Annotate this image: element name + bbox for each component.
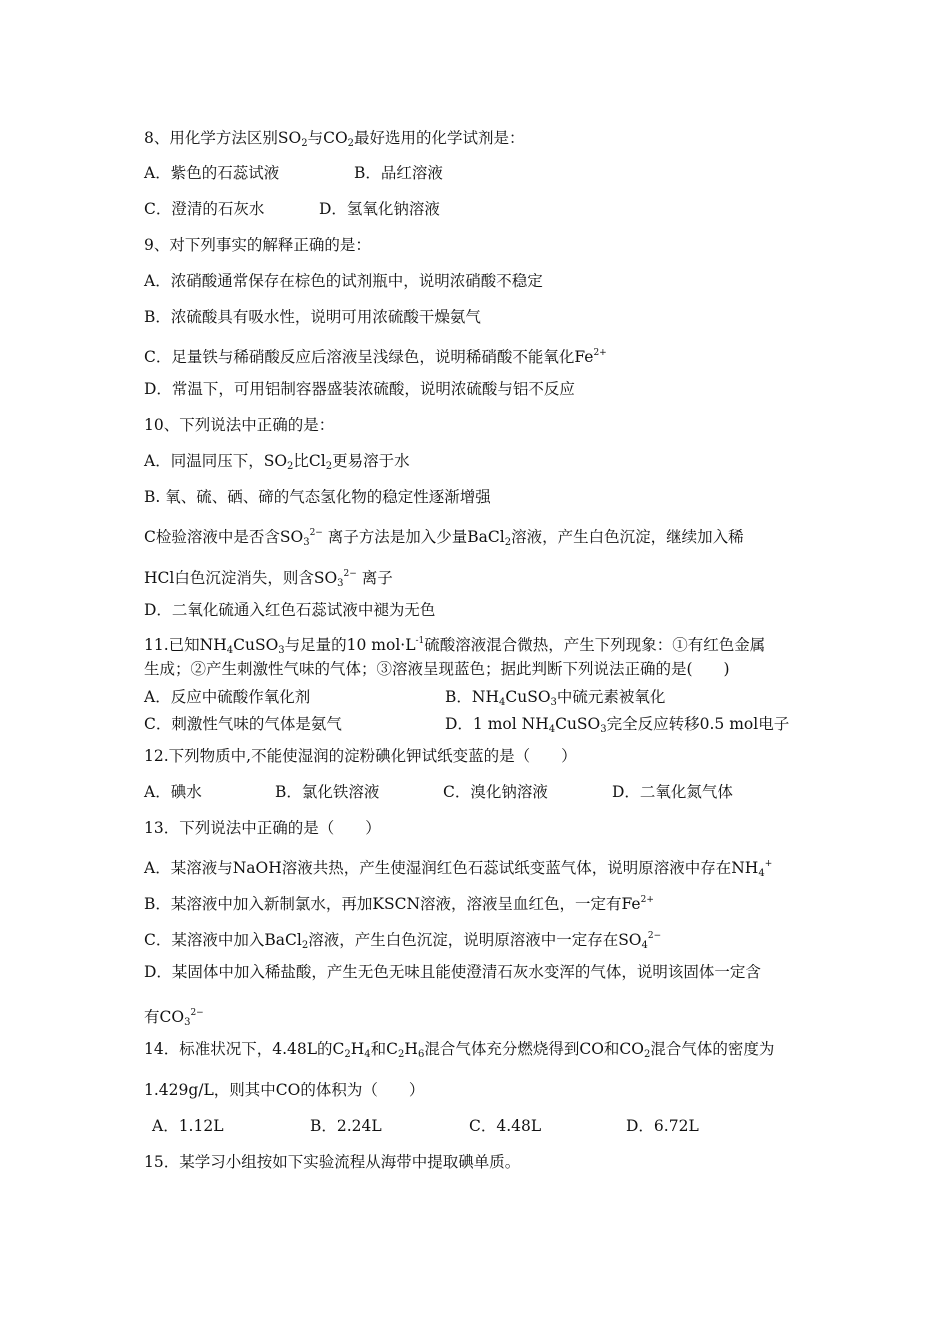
q13-option-d-line2: 有$CO_3^{2-}$ — [144, 1008, 204, 1028]
q12-option-a: A．碘水 — [144, 783, 202, 801]
question-10-stem: 10、下列说法中正确的是： — [144, 416, 335, 434]
q10-option-c-line2: HCl白色沉淀消失，则含$SO_3^{2-}$ 离子 — [144, 569, 393, 589]
q14-option-a: A．1.12L — [152, 1117, 224, 1135]
question-8-stem: 8、用化学方法区别$SO_2$与$CO_2$最好选用的化学试剂是： — [144, 129, 525, 149]
q10-option-c-line1: C检验溶液中是否含$SO_3^{2-}$ 离子方法是加入少量BaCl$_2$溶液，产生白色沉淀，继续加入稀 — [144, 528, 744, 548]
question-11-stem-line2: 生成；②产生刺激性气味的气体；③溶液呈现蓝色；据此判断下列说法正确的是( ) — [144, 660, 730, 678]
q11-option-d: D．1 mol $NH_4CuSO_3$完全反应转移0.5 mol电子 — [445, 715, 790, 735]
q13-option-a: A．某溶液与NaOH溶液共热，产生使湿润红色石蕊试纸变蓝气体，说明原溶液中存在$NH_4^+$ — [144, 859, 773, 879]
question-9-stem: 9、对下列事实的解释正确的是： — [144, 236, 371, 254]
q10-option-a: A．同温同压下，$SO_2$比$Cl_2$更易溶于水 — [144, 452, 410, 472]
q10-option-d: D．二氧化硫通入红色石蕊试液中褪为无色 — [144, 601, 436, 619]
q14-option-d: D．6.72L — [626, 1117, 699, 1135]
q11-option-c: C．刺激性气味的气体是氨气 — [144, 715, 342, 733]
q14-option-c: C．4.48L — [469, 1117, 542, 1135]
q9-option-d: D．常温下，可用铝制容器盛装浓硫酸，说明浓硫酸与铝不反应 — [144, 380, 575, 398]
q8-option-a: A．紫色的石蕊试液 — [144, 164, 280, 182]
q13-option-b: B．某溶液中加入新制氯水，再加KSCN溶液，溶液呈血红色，一定有$Fe^{2+}$ — [144, 895, 654, 913]
q8-option-c: C．澄清的石灰水 — [144, 200, 265, 218]
q8-option-d: D．氢氧化钠溶液 — [319, 200, 440, 218]
q12-option-d: D．二氧化氮气体 — [612, 783, 733, 801]
q9-option-a: A．浓硝酸通常保存在棕色的试剂瓶中，说明浓硝酸不稳定 — [144, 272, 543, 290]
q9-option-b: B．浓硫酸具有吸水性，说明可用浓硫酸干燥氨气 — [144, 308, 481, 326]
question-12-stem: 12.下列物质中,不能使湿润的淀粉碘化钾试纸变蓝的是（ ） — [144, 747, 577, 765]
q11-option-b: B．$NH_4CuSO_3$中硫元素被氧化 — [445, 688, 666, 708]
q12-option-b: B．氯化铁溶液 — [275, 783, 380, 801]
question-15-stem: 15．某学习小组按如下实验流程从海带中提取碘单质。 — [144, 1153, 521, 1171]
question-13-stem: 13．下列说法中正确的是（ ） — [144, 819, 381, 837]
q13-option-c: C．某溶液中加入BaCl$_2$溶液，产生白色沉淀，说明原溶液中一定存在$SO_4^{2-}$ — [144, 931, 662, 951]
q10-option-b: B. 氧、硫、硒、碲的气态氢化物的稳定性逐渐增强 — [144, 488, 491, 506]
question-14-stem-line1: 14．标准状况下，4.48L的$C_2H_4$和$C_2H_6$混合气体充分燃烧得到CO和$CO_2$混合气体的密度为 — [144, 1040, 775, 1060]
q13-option-d-line1: D．某固体中加入稀盐酸，产生无色无味且能使澄清石灰水变浑的气体，说明该固体一定含 — [144, 963, 761, 981]
question-11-stem-line1: 11.已知$NH_4CuSO_3$与足量的10 $mol\cdot L^{-1}$硫酸溶液混合微热，产生下列现象：①有红色金属 — [144, 636, 766, 656]
q11-option-a: A．反应中硫酸作氧化剂 — [144, 688, 311, 706]
q8-option-b: B．品红溶液 — [354, 164, 443, 182]
q12-option-c: C．溴化钠溶液 — [443, 783, 548, 801]
q9-option-c: C．足量铁与稀硝酸反应后溶液呈浅绿色，说明稀硝酸不能氧化$Fe^{2+}$ — [144, 348, 607, 366]
question-14-stem-line2: 1.429g/L，则其中CO的体积为（ ） — [144, 1081, 425, 1099]
q14-option-b: B．2.24L — [310, 1117, 382, 1135]
